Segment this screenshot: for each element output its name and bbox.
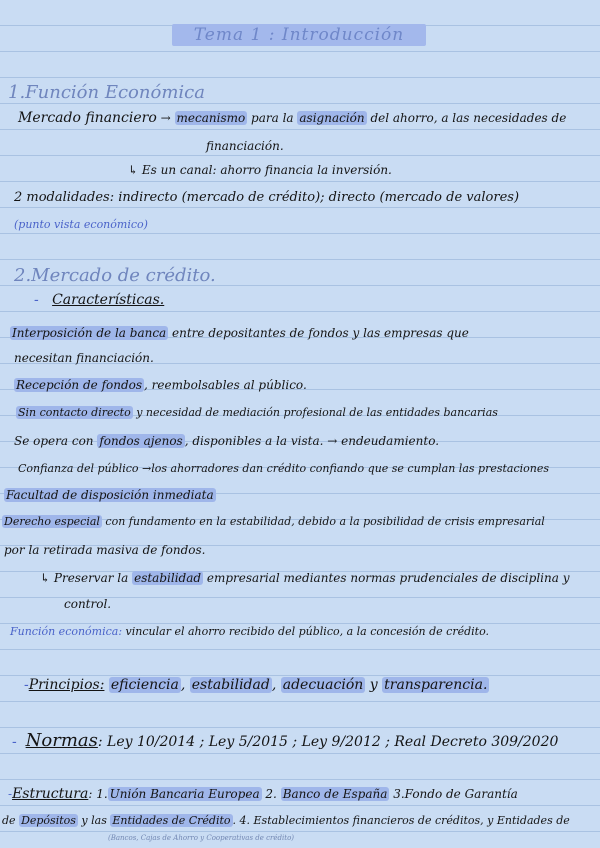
section2-heading: 2.Mercado de crédito.: [14, 265, 216, 286]
dash: -: [12, 734, 17, 750]
text: Mercado financiero: [18, 110, 157, 126]
text: empresarial mediantes normas prudenciales de disciplina y: [203, 571, 570, 585]
arrow-icon: →: [142, 462, 152, 475]
title-highlight: [172, 24, 426, 46]
section1-line2: [128, 163, 392, 177]
text: para la: [251, 111, 294, 125]
estructura-line2: [2, 814, 570, 827]
label: Función económica:: [10, 625, 123, 638]
highlight: estabilidad: [134, 571, 202, 585]
section2-l7b: por la retirada masiva de fondos.: [4, 543, 206, 557]
text: entre depositantes de fondos y las empresas que: [168, 326, 469, 340]
label: Normas: [25, 730, 98, 751]
page-title: Tema 1 : Introducción: [193, 25, 405, 45]
sep: ,: [271, 677, 277, 693]
highlight: Banco de España: [282, 787, 388, 801]
dash: -: [8, 787, 13, 801]
section2-fn: [10, 625, 489, 638]
arrow-icon: →: [160, 111, 171, 125]
estructura-line1: [8, 786, 518, 802]
text: : Ley 10/2014 ; Ley 5/2015 ; Ley 9/2012 ; Real Decreto 309/2020: [97, 734, 559, 750]
item: adecuación: [282, 677, 364, 693]
section1-heading: 1.Función Económica: [8, 82, 205, 103]
text: del ahorro, a las necesidades de: [370, 111, 567, 125]
text: de: [2, 814, 20, 827]
text: Confianza del público: [18, 462, 139, 475]
text: Características.: [52, 292, 165, 308]
section2-l4: [14, 434, 439, 448]
section2-l7: [2, 515, 545, 528]
highlight: Derecho especial: [4, 515, 100, 528]
text: vincular el ahorro recibido del público, a la concesión de crédito.: [122, 625, 490, 638]
item: transparencia.: [384, 677, 488, 693]
label: Estructura: [12, 786, 89, 802]
highlight: Interposición de la banca: [12, 326, 167, 340]
section1-note: (punto vista económico): [14, 218, 148, 231]
arrow-icon: →: [327, 434, 338, 448]
text: 1.: [92, 787, 108, 801]
section2-l6: [4, 488, 216, 502]
text: . 4. Establecimientos financieros de créditos, y Entidades de: [232, 814, 570, 827]
text: , reembolsables al público.: [144, 378, 307, 392]
principios-line: [24, 677, 489, 693]
highlight: fondos ajenos: [99, 434, 183, 448]
highlight: mecanismo: [176, 111, 246, 125]
text: los ahorradores dan crédito confiando que se cumplan las prestaciones: [151, 462, 549, 475]
dash: -: [34, 292, 39, 308]
highlight: asignación: [299, 111, 365, 125]
section1-line1: [18, 110, 566, 126]
text: y las: [77, 814, 111, 827]
arrow-icon: ↳: [40, 571, 51, 585]
label: Principios:: [28, 677, 105, 693]
section2-sub: [34, 292, 164, 308]
highlight: Facultad de disposición inmediata: [6, 488, 214, 502]
text: 3.Fondo de Garantía: [389, 787, 518, 801]
text: Es un canal: ahorro financia la inversión.: [141, 163, 392, 177]
section2-l8: [40, 571, 569, 585]
text: Preservar la: [53, 571, 133, 585]
sep: ,: [180, 677, 186, 693]
highlight: Entidades de Crédito: [112, 814, 231, 827]
arrow-icon: ↳: [128, 163, 139, 177]
section2-l3: [16, 406, 498, 419]
sep: y: [369, 677, 378, 693]
section2-l1: [10, 326, 469, 340]
text: endeudamiento.: [337, 434, 440, 448]
text: Se opera con: [14, 434, 98, 448]
section1-line3: 2 modalidades: indirecto (mercado de crédito); directo (mercado de valores): [14, 190, 520, 205]
text: con fundamento en la estabilidad, debido a la posibilidad de crisis empresarial: [101, 515, 545, 528]
section2-l5: [18, 462, 549, 475]
item: eficiencia: [110, 677, 179, 693]
highlight: Unión Bancaria Europea: [109, 787, 260, 801]
normas-line: [12, 730, 558, 751]
section2-l2: [14, 378, 307, 392]
text: 2.: [261, 787, 277, 801]
dash: -: [24, 677, 29, 693]
section2-l8b: control.: [64, 597, 112, 611]
highlight: Depósitos: [21, 814, 76, 827]
highlight: Recepción de fondos: [16, 378, 143, 392]
text: :: [88, 787, 93, 801]
text: , disponibles a la vista.: [184, 434, 324, 448]
section1-line1b: financiación.: [206, 139, 284, 153]
highlight: Sin contacto directo: [18, 406, 131, 419]
text: y necesidad de mediación profesional de las entidades bancarias: [132, 406, 498, 419]
item: estabilidad: [191, 677, 270, 693]
estructura-note: (Bancos, Cajas de Ahorro y Cooperativas de crédito): [108, 834, 295, 842]
section2-l1b: necesitan financiación.: [14, 351, 154, 365]
